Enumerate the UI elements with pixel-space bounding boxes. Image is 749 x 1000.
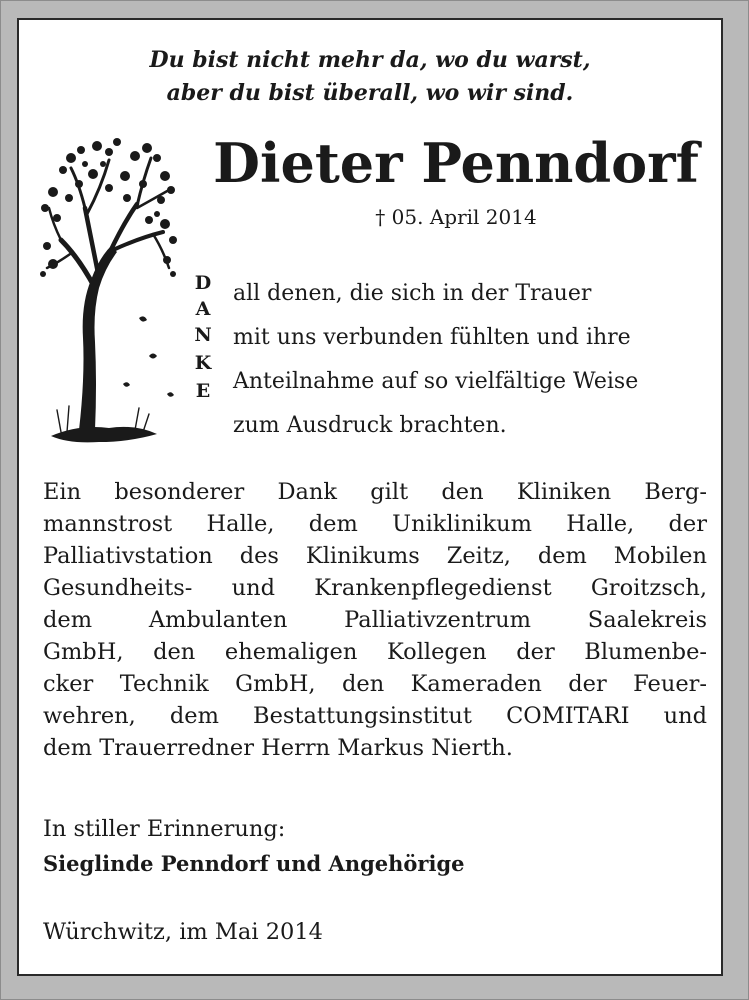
memory-line: In stiller Erinnerung:	[43, 816, 286, 842]
paragraph-line: dem Ambulanten Palliativzentrum Saalekreis	[43, 607, 707, 633]
place-date: Würchwitz, im Mai 2014	[43, 919, 323, 945]
danke-letter: A	[195, 298, 211, 320]
signers: Sieglinde Penndorf und Angehörige	[43, 851, 465, 876]
danke-text	[233, 272, 713, 448]
paragraph-line: Ein besonderer Dank gilt den Kliniken Berg-	[43, 479, 707, 505]
paragraph-line: cker Technik GmbH, den Kameraden der Feuer-	[43, 671, 707, 697]
paragraph-line: dem Trauerredner Herrn Markus Nierth.	[43, 735, 513, 761]
danke-line: mit uns verbunden fühlten und ihre	[233, 325, 631, 350]
danke-letter: E	[195, 380, 211, 402]
obituary-card	[17, 18, 723, 976]
danke-line: all denen, die sich in der Trauer	[233, 281, 592, 306]
danke-letter: N	[194, 324, 212, 346]
danke-line: Anteilnahme auf so vielfältige Weise	[233, 369, 639, 394]
motto	[19, 44, 721, 110]
acknowledgement-paragraph	[43, 476, 707, 764]
danke-line: zum Ausdruck brachten.	[233, 413, 507, 438]
paragraph-line: wehren, dem Bestattungsinstitut COMITARI und	[43, 703, 707, 729]
paragraph-line: Gesundheits- und Krankenpflegedienst Groitzsch,	[43, 575, 707, 601]
paragraph-line: GmbH, den ehemaligen Kollegen der Blumenbe-	[43, 639, 707, 665]
danke-letter: K	[194, 352, 212, 374]
paragraph-line: Palliativstation des Klinikums Zeitz, dem Mobilen	[43, 543, 707, 569]
danke-letter: D	[194, 272, 212, 294]
deceased-name: Dieter Penndorf	[213, 131, 699, 195]
motto-line-1: Du bist nicht mehr da, wo du warst,	[149, 47, 591, 73]
death-date: † 05. April 2014	[375, 205, 537, 229]
motto-line-2: aber du bist überall, wo wir sind.	[166, 80, 574, 106]
paragraph-line: mannstrost Halle, dem Uniklinikum Halle, der	[43, 511, 707, 537]
tree-silhouette-icon	[39, 128, 179, 448]
